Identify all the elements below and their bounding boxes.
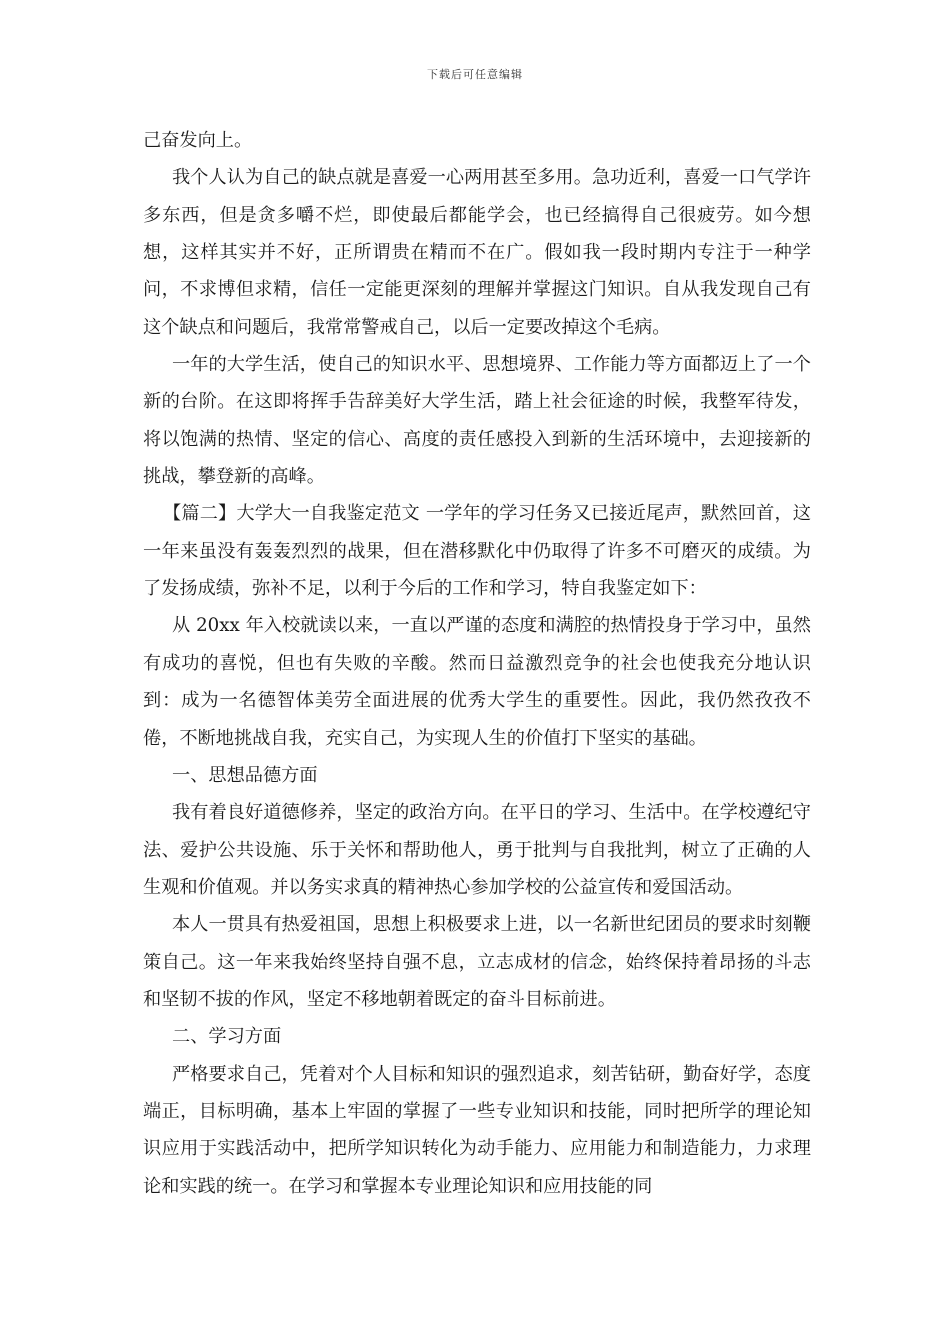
section-heading-morality: 一、思想品德方面	[172, 764, 318, 786]
paragraph-continuation: 己奋发向上。	[143, 130, 253, 151]
paragraph-patriotism: 本人一贯具有热爱祖国，思想上积极要求上进，以一名新世纪团员的要求时刻鞭策自己。这一年来我始终坚持自强不息，立志成材的信念，始终保持着昂扬的斗志和坚韧不拔的作风，坚定不移地朝着既定的奋斗目标前进。	[143, 914, 811, 1010]
paragraph-part-two-intro: 【篇二】大学大一自我鉴定范文 一学年的学习任务又已接近尾声，默然回首，这一年来虽没有轰轰烈烈的战果，但在潜移默化中仍取得了许多不可磨灭的成绩。为了发扬成绩，弥补不足，以利于今后的工作和学习，特自我鉴定如下：	[143, 503, 811, 600]
paragraph-year-summary: 一年的大学生活，使自己的知识水平、思想境界、工作能力等方面都迈上了一个新的台阶。在这即将挥手告辞美好大学生活，踏上社会征途的时候，我整军待发，将以饱满的热情、坚定的信心、高度的责任感投入到新的生活环境中，去迎接新的挑战，攀登新的高峰。	[143, 354, 811, 488]
page-header-note: 下载后可任意编辑	[427, 68, 523, 81]
section-heading-study: 二、学习方面	[172, 1026, 282, 1048]
paragraph-shortcomings: 我个人认为自己的缺点就是喜爱一心两用甚至多用。急功近利，喜爱一口气学许多东西，但是贪多嚼不烂，即使最后都能学会，也已经搞得自己很疲劳。如今想想，这样其实并不好，正所谓贵在精而不在广。假如我一段时期内专注于一种学问，不求博但求精，信任一定能更深刻的理解并掌握这门知识。自从我发现自己有这个缺点和问题后，我常常警戒自己，以后一定要改掉这个毛病。	[143, 167, 811, 338]
paragraph-morality: 我有着良好道德修养，坚定的政治方向。在平日的学习、生活中。在学校遵纪守法、爱护公共设施、乐于关怀和帮助他人，勇于批判与自我批判，树立了正确的人生观和价值观。并以务实求真的精神热心参加学校的公益宣传和爱国活动。	[143, 802, 811, 898]
document-body	[143, 122, 811, 1205]
paragraph-since-enrollment: 从 20xx 年入校就读以来，一直以严谨的态度和满腔的热情投身于学习中，虽然有成功的喜悦，但也有失败的辛酸。然而日益激烈竞争的社会也使我充分地认识到：成为一名德智体美劳全面进展的优秀大学生的重要性。因此，我仍然孜孜不倦，不断地挑战自我，充实自己，为实现人生的价值打下坚实的基础。	[143, 615, 811, 749]
paragraph-study: 严格要求自己，凭着对个人目标和知识的强烈追求，刻苦钻研，勤奋好学，态度端正，目标明确，基本上牢固的掌握了一些专业知识和技能，同时把所学的理论知识应用于实践活动中，把所学知识转化为动手能力、应用能力和制造能力，力求理论和实践的统一。在学习和掌握本专业理论知识和应用技能的同	[143, 1063, 811, 1197]
